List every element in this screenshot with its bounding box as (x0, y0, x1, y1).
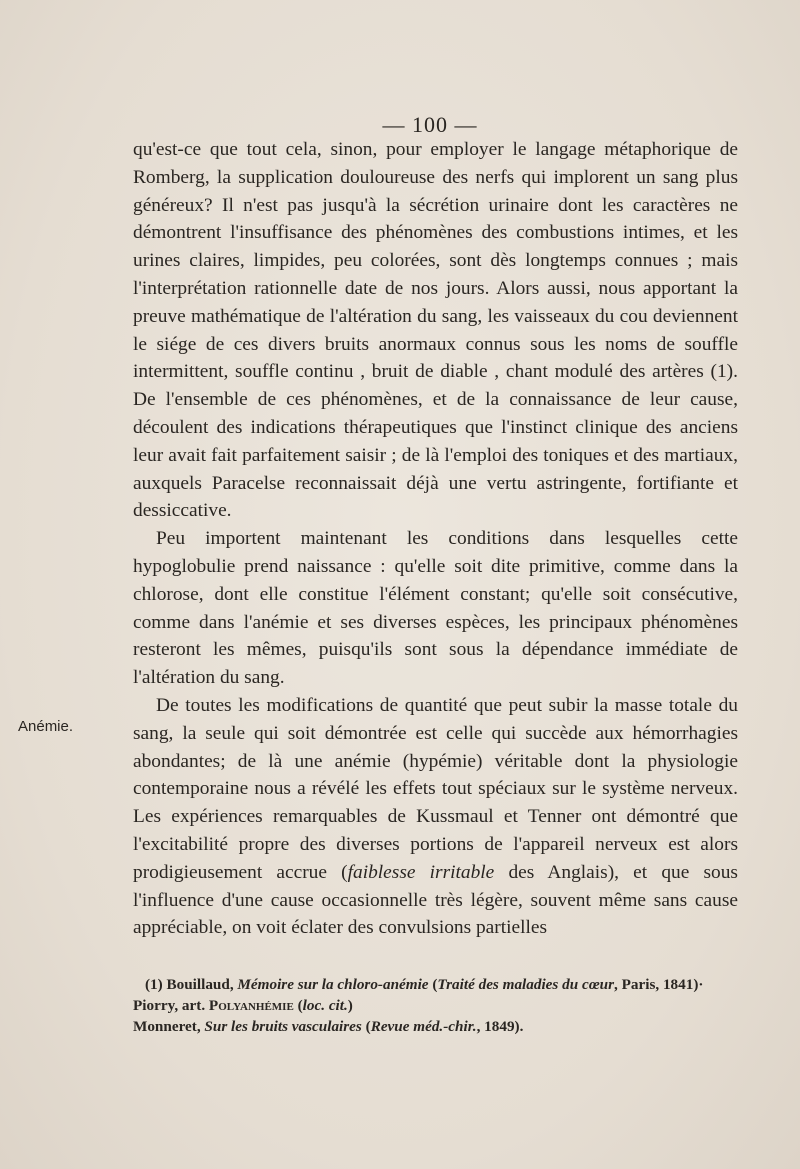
footnote-2-start: Piorry, art. (133, 997, 209, 1014)
footnote-3-start: Monneret, (133, 1018, 205, 1035)
paragraph-1: qu'est-ce que tout cela, sinon, pour employer le langage métaphorique de Romberg, la supplication douloureuse des nerfs qui implorent un sang plus généreux? Il n'est pas jusqu'à la sécrétion urinaire dont les caractères ne démontrent l'insuffisance des phénomènes des combustions intimes, et les urines claires, limpides, peu colorées, sont dès longtemps connues ; mais l'interprétation rationnelle date de nos jours. Alors aussi, nous apportant la preuve mathématique de l'altération du sang, les vaisseaux du cou deviennent le siége de ces divers bruits anormaux connus sous les noms de souffle intermittent, souffle continu , bruit de diable , chant modulé des artères (1). De l'ensemble de ces phénomènes, et de la connaissance de leur cause, découlent des indications thérapeutiques que l'instinct clinique des anciens leur avait fait parfaitement saisir ; de là l'emploi des toniques et des martiaux, auxquels Paracelse reconnaissait déjà une vertu astringente, fortifiante et dessiccative. (133, 139, 738, 522)
footnote-2-loc: loc. cit. (302, 997, 348, 1014)
footnote-1-title: Mémoire sur la chloro-anémie (237, 976, 429, 993)
page-number: — 100 — (382, 112, 478, 137)
footnote-1-work: Traité des maladies du cœur (437, 976, 615, 993)
footnote-3-title: Sur les bruits vasculaires (204, 1018, 362, 1035)
paragraph-2: Peu importent maintenant les conditions dans lesquelles cette hypoglobulie prend naissance : qu'elle soit dite primitive, comme dans la chlorose, dont elle constitue l'élément constant; qu'elle soit consécutive, comme dans l'anémie et ses diverses espèces, les principaux phénomènes resteront les mêmes, puisqu'ils sont sous la dépendance immédiate de l'altération du sang. (133, 528, 738, 689)
footnote-2 (133, 995, 743, 1016)
margin-note: Anémie. (18, 718, 74, 735)
footnote-3-journal: Revue méd.-chir. (370, 1018, 477, 1035)
paragraph-3 (133, 692, 738, 942)
footnote-2-mid: ( (293, 997, 303, 1014)
footnote-3-mid: ( (361, 1018, 371, 1035)
footnote-1-start: (1) Bouillaud, (145, 976, 238, 993)
footnote-3 (133, 1016, 743, 1037)
footnotes (133, 974, 743, 1037)
footnote-2-end: ) (347, 997, 353, 1014)
body-text (133, 136, 738, 942)
paragraph-3-text-b: des Anglais), et que sous l'influence d'une cause occasionnelle très légère, souvent même sans cause appréciable, on voit éclater des convulsions partielles (133, 861, 738, 939)
paragraph-3-text-a: De toutes les modifications de quantité que peut subir la masse totale du sang, la seule qui soit démontrée est celle qui succède aux hémorrhagies abondantes; de là une anémie (hypémie) véritable dont la physiologie contemporaine nous a révélé les effets tout spéciaux sur le système nerveux. Les expériences remarquables de Kussmaul et Tenner ont démontré que l'excitabilité propre des diverses portions de l'appareil nerveux est alors prodigieusement accrue ( (133, 694, 738, 883)
footnote-2-smallcaps: Polyanhémie (208, 997, 294, 1014)
footnote-1-mid: ( (428, 976, 438, 993)
footnote-1-end: , Paris, 1841)· (614, 976, 704, 993)
footnote-1 (133, 974, 743, 995)
paragraph-3-italic: faiblesse irritable (347, 861, 495, 883)
footnote-3-end: , 1849). (476, 1018, 524, 1035)
